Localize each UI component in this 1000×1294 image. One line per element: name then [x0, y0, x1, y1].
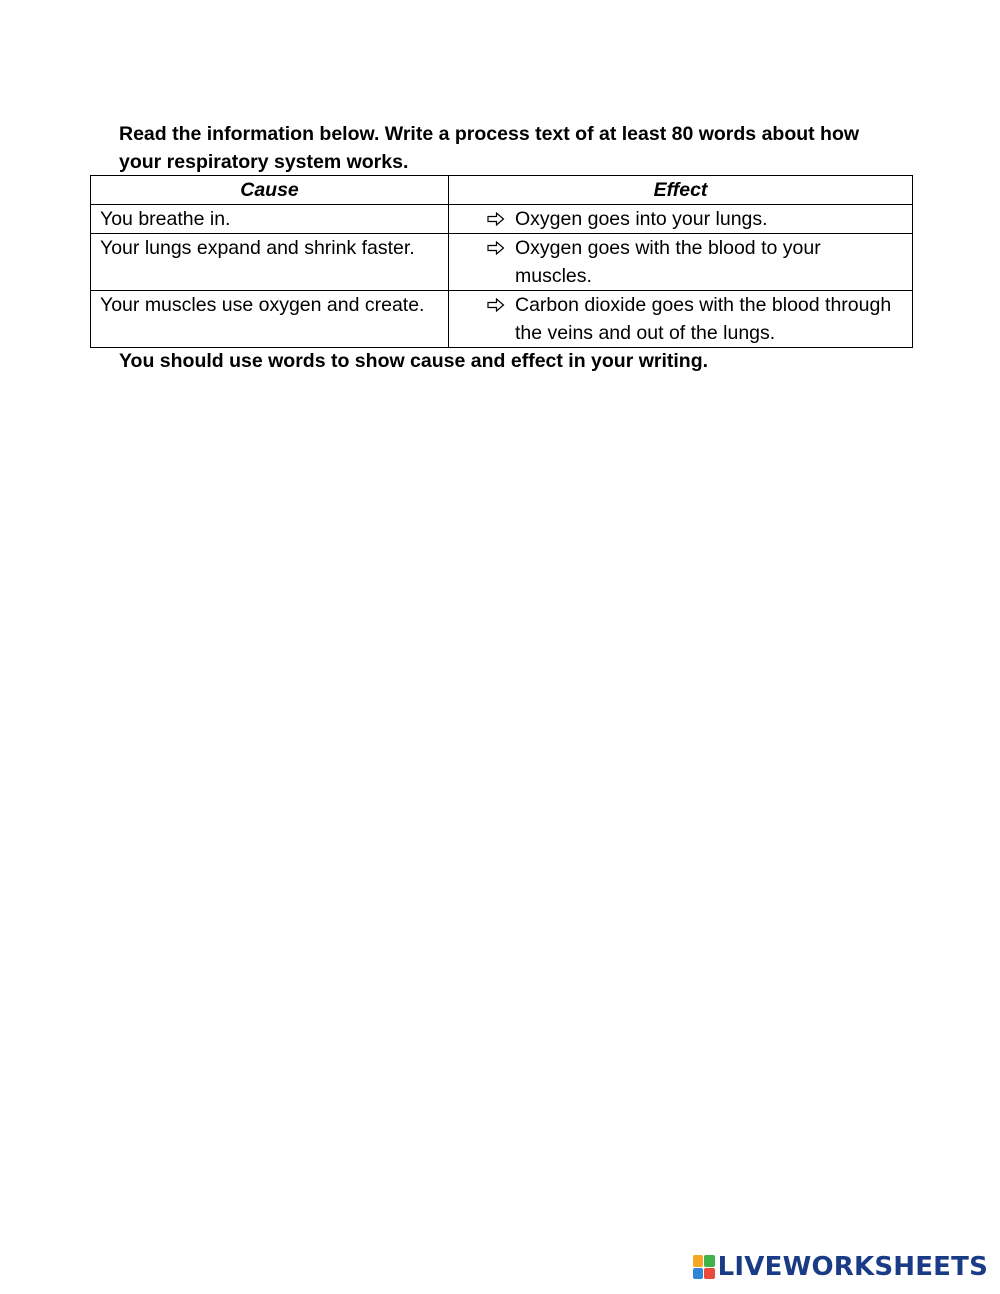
table-header-row [91, 176, 913, 205]
effect-text: Oxygen goes with the blood to your muscles. [515, 237, 821, 287]
liveworksheets-logo[interactable] [693, 1252, 988, 1282]
right-arrow-outline-icon [487, 212, 505, 226]
right-arrow-outline-icon [487, 241, 505, 255]
right-arrow-outline-icon [487, 298, 505, 312]
cause-cell: Your lungs expand and shrink faster. [91, 234, 449, 291]
instructions-text: Read the information below. Write a process text of at least 80 words about how your respiratory system works. [119, 123, 860, 173]
cause-cell: Your muscles use oxygen and create. [91, 291, 449, 348]
effect-cell [449, 234, 913, 291]
liveworksheets-logo-icon [693, 1255, 715, 1279]
brand-name: LIVEWORKSHEETS [717, 1252, 988, 1282]
table-row [91, 205, 913, 234]
table-row [91, 234, 913, 291]
footer-note: You should use words to show cause and effect in your writing. [119, 350, 709, 372]
effect-text: Oxygen goes into your lungs. [515, 208, 768, 230]
column-header-effect: Effect [449, 176, 913, 205]
column-header-cause: Cause [91, 176, 449, 205]
effect-text: Carbon dioxide goes with the blood through the veins and out of the lungs. [515, 294, 892, 344]
cause-effect-table [90, 175, 913, 348]
effect-cell [449, 205, 913, 234]
cause-cell: You breathe in. [91, 205, 449, 234]
table-row [91, 291, 913, 348]
effect-cell [449, 291, 913, 348]
